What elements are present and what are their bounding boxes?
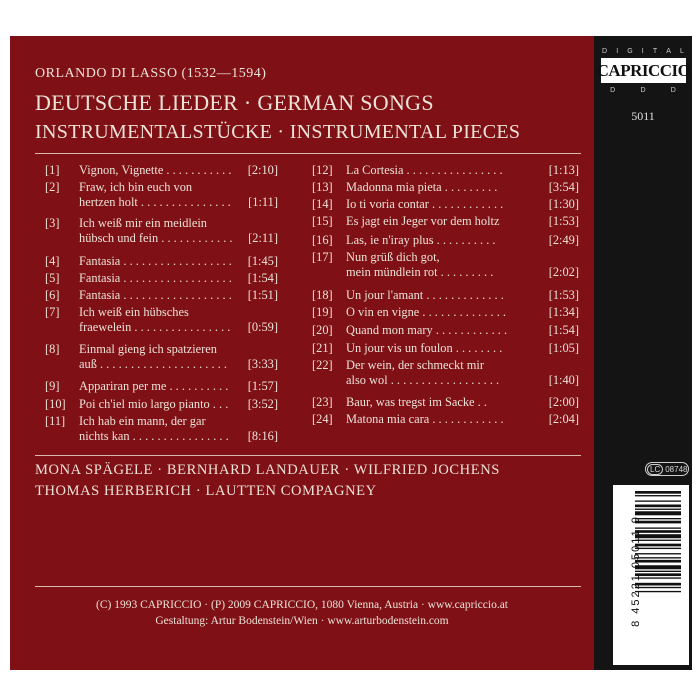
track-duration: [1:54] [548,323,579,337]
artists [35,460,500,502]
track-duration: [3:52] [247,397,278,411]
track-row [45,254,278,270]
track-title: Quand mon mary . . . . . . . . . . . . [346,323,508,337]
artists-line-1: MONA SPÄGELE · BERNHARD LANDAUER · WILFRIED JOCHENS [35,462,500,478]
track-duration: [1:53] [548,288,579,302]
track-title-cont: hübsch und fein . . . . . . . . . . . . [79,231,233,246]
track-number: [14] [312,197,333,211]
track-title: Fantasia . . . . . . . . . . . . . . . . . . [79,288,232,302]
lc-prefix: LC [647,464,663,475]
album-subtitle: INSTRUMENTALSTÜCKE · INSTRUMENTAL PIECES [35,121,521,143]
capriccio-logo [598,46,689,96]
track-row [45,216,278,247]
track-number: [8] [45,342,60,356]
track-duration: [1:45] [247,254,278,268]
track-number: [11] [45,414,66,428]
track-row [312,180,579,196]
track-row [312,358,579,389]
track-row [312,250,579,281]
track-row [312,233,579,249]
track-row [312,323,579,339]
track-row [45,397,278,413]
track-row [312,341,579,357]
track-duration: [1:40] [548,373,579,388]
track-number: [18] [312,288,333,302]
track-title: Poi ch'iel mio largo pianto . . . [79,397,229,411]
track-row [45,163,278,179]
track-title: Ich hab ein mann, der gar [79,414,206,428]
track-duration: [8:16] [247,429,278,444]
track-duration: [2:10] [247,163,278,177]
track-title: Es jagt ein Jeger vor dem holtz [346,214,500,228]
track-row [45,414,278,445]
track-title-cont: fraewelein . . . . . . . . . . . . . . . . [79,320,231,335]
track-number: [23] [312,395,333,409]
track-number: [10] [45,397,66,411]
track-title: Las, ie n'iray plus . . . . . . . . . . [346,233,496,247]
track-title: Matona mia cara . . . . . . . . . . . . [346,412,504,426]
track-number: [21] [312,341,333,355]
track-number: [24] [312,412,333,426]
track-number: [2] [45,180,60,194]
logo-ddd-row: D D D [610,86,677,94]
track-duration: [1:05] [548,341,579,355]
track-row [312,412,579,428]
logo-wordmark: CAPRICCIO [601,58,686,83]
design-credit: Gestaltung: Artur Bodenstein/Wien · www.arturbodenstein.com [155,615,449,627]
track-number: [13] [312,180,333,194]
track-row [45,379,278,395]
track-row [312,305,579,321]
track-row [312,214,579,230]
track-title: Der wein, der schmeckt mir [346,358,484,372]
track-title: Nun grüß dich got, [346,250,440,264]
track-row [312,395,579,411]
track-title: Un jour vis un foulon . . . . . . . . [346,341,503,355]
track-number: [4] [45,254,60,268]
track-number: [22] [312,358,333,372]
track-duration: [2:02] [548,265,579,280]
track-number: [7] [45,305,60,319]
composer-line: ORLANDO DI LASSO (1532—1594) [35,66,267,81]
track-row [45,305,278,336]
track-duration: [2:49] [548,233,579,247]
track-row [45,288,278,304]
track-number: [9] [45,379,60,393]
track-duration: [3:33] [247,357,278,372]
track-title: O vin en vigne . . . . . . . . . . . . . . [346,305,507,319]
track-number: [3] [45,216,60,230]
track-title: Io ti voria contar . . . . . . . . . . . . [346,197,504,211]
track-number: [15] [312,214,333,228]
track-title: Madonna mia pieta . . . . . . . . . [346,180,498,194]
track-duration: [1:11] [248,195,278,210]
track-duration: [1:30] [548,197,579,211]
track-title: Baur, was tregst im Sacke . . [346,395,487,409]
album-title: DEUTSCHE LIEDER · GERMAN SONGS [35,90,434,115]
track-number: [6] [45,288,60,302]
artists-line-2: THOMAS HERBERICH · LAUTTEN COMPAGNEY [35,483,377,499]
barcode-bars [617,489,685,661]
track-title: Einmal gieng ich spatzieren [79,342,217,356]
track-title: Vignon, Vignette . . . . . . . . . . . [79,163,232,177]
track-duration: [0:59] [247,320,278,335]
track-row [312,197,579,213]
barcode-digits: 8 45221 05011 9 [630,515,642,627]
catalog-number: 5011 [631,109,655,123]
barcode [613,485,689,665]
track-duration: [1:57] [247,379,278,393]
track-row [45,342,278,373]
track-title: Un jour l'amant . . . . . . . . . . . . . [346,288,504,302]
track-duration: [2:00] [548,395,579,409]
track-duration: [2:11] [248,231,278,246]
track-title-cont: auß . . . . . . . . . . . . . . . . . . . . . [79,357,227,372]
track-title-cont: also wol . . . . . . . . . . . . . . . . . . [346,373,500,388]
track-row [312,288,579,304]
track-duration: [2:04] [548,412,579,426]
top-divider [35,153,581,154]
bottom-divider [35,586,581,587]
track-duration: [1:34] [548,305,579,319]
track-duration: [1:54] [247,271,278,285]
track-title-cont: mein mündlein rot . . . . . . . . . [346,265,494,280]
track-duration: [3:54] [548,180,579,194]
track-number: [16] [312,233,333,247]
track-number: [5] [45,271,60,285]
mid-divider [35,455,581,456]
track-title: Ich weiß ein hübsches [79,305,189,319]
track-duration: [1:53] [548,214,579,228]
track-title: Appariran per me . . . . . . . . . . [79,379,229,393]
track-title-cont: hertzen holt . . . . . . . . . . . . . . . [79,195,231,210]
track-row [45,271,278,287]
track-title: Fraw, ich bin euch von [79,180,193,194]
track-title: Ich weiß mir ein meidlein [79,216,207,230]
track-title-cont: nichts kan . . . . . . . . . . . . . . . . [79,429,229,444]
track-title: Fantasia . . . . . . . . . . . . . . . . . . [79,254,232,268]
track-title: La Cortesia . . . . . . . . . . . . . . . . [346,163,503,177]
track-row [45,180,278,211]
track-duration: [1:13] [548,163,579,177]
label-code [645,462,689,476]
track-number: [12] [312,163,333,177]
track-number: [19] [312,305,333,319]
logo-digital-row: D I G I T A L [602,47,685,55]
copyright-line: (C) 1993 CAPRICCIO · (P) 2009 CAPRICCIO, 1080 Vienna, Austria · www.capriccio.at [96,599,508,611]
lc-number: 08748 [665,464,688,474]
track-number: [1] [45,163,60,177]
track-title: Fantasia . . . . . . . . . . . . . . . . . . [79,271,232,285]
track-number: [20] [312,323,333,337]
track-row [312,163,579,179]
track-number: [17] [312,250,333,264]
track-duration: [1:51] [247,288,278,302]
